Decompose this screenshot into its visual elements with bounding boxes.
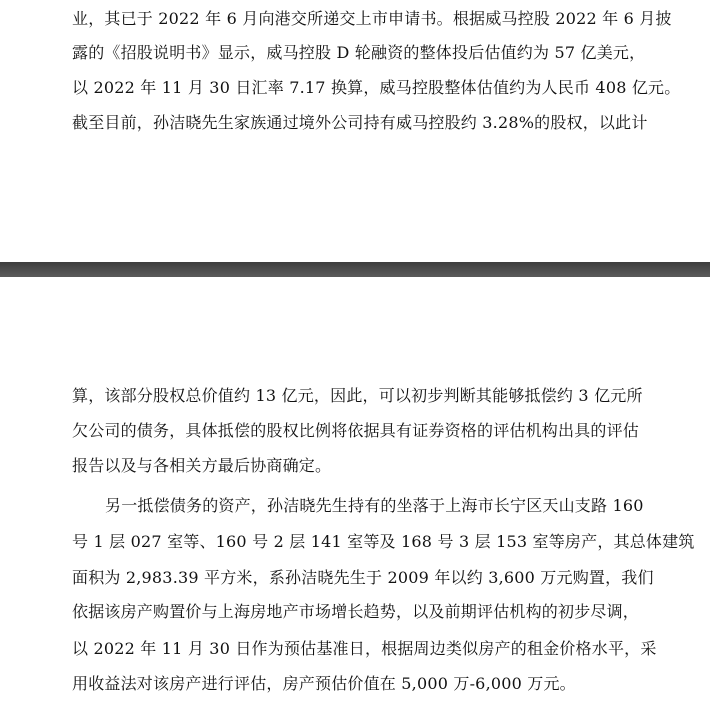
text-line: 以 2022 年 11 月 30 日作为预估基准日，根据周边类似房产的租金价格水平，采 [72,639,657,658]
document-page-bottom [0,277,710,703]
paragraph-first-line: 另一抵偿债务的资产，孙洁晓先生持有的坐落于上海市长宁区天山支路 160 [105,496,644,515]
text-line: 欠公司的债务，具体抵偿的股权比例将依据具有证券资格的评估机构出具的评估 [72,421,640,440]
text-line: 露的《招股说明书》显示，威马控股 D 轮融资的整体投后估值约为 57 亿美元， [72,43,646,62]
text-line: 依据该房产购置价与上海房地产市场增长趋势，以及前期评估机构的初步尽调， [72,602,640,621]
page-separator [0,262,710,277]
text-line: 业，其已于 2022 年 6 月向港交所递交上市申请书。根据威马控股 2022 年 6 月披 [72,9,672,28]
text-line: 用收益法对该房产进行评估，房产预估价值在 5,000 万-6,000 万元。 [72,674,576,693]
text-line: 面积为 2,983.39 平方米，系孙洁晓先生于 2009 年以约 3,600 万元购置，我们 [72,568,654,587]
text-line: 号 1 层 027 室等、160 号 2 层 141 室等及 168 号 3 层 153 室等房产，其总体建筑 [72,532,695,551]
document-page-top [0,0,710,262]
text-line: 报告以及与各相关方最后协商确定。 [72,456,332,475]
text-line: 以 2022 年 11 月 30 日汇率 7.17 换算，威马控股整体估值约为人民币 408 亿元。 [72,78,681,97]
text-line: 算，该部分股权总价值约 13 亿元，因此，可以初步判断其能够抵偿约 3 亿元所 [72,386,643,405]
text-line: 截至目前，孙洁晓先生家族通过境外公司持有威马控股约 3.28%的股权，以此计 [72,113,648,132]
